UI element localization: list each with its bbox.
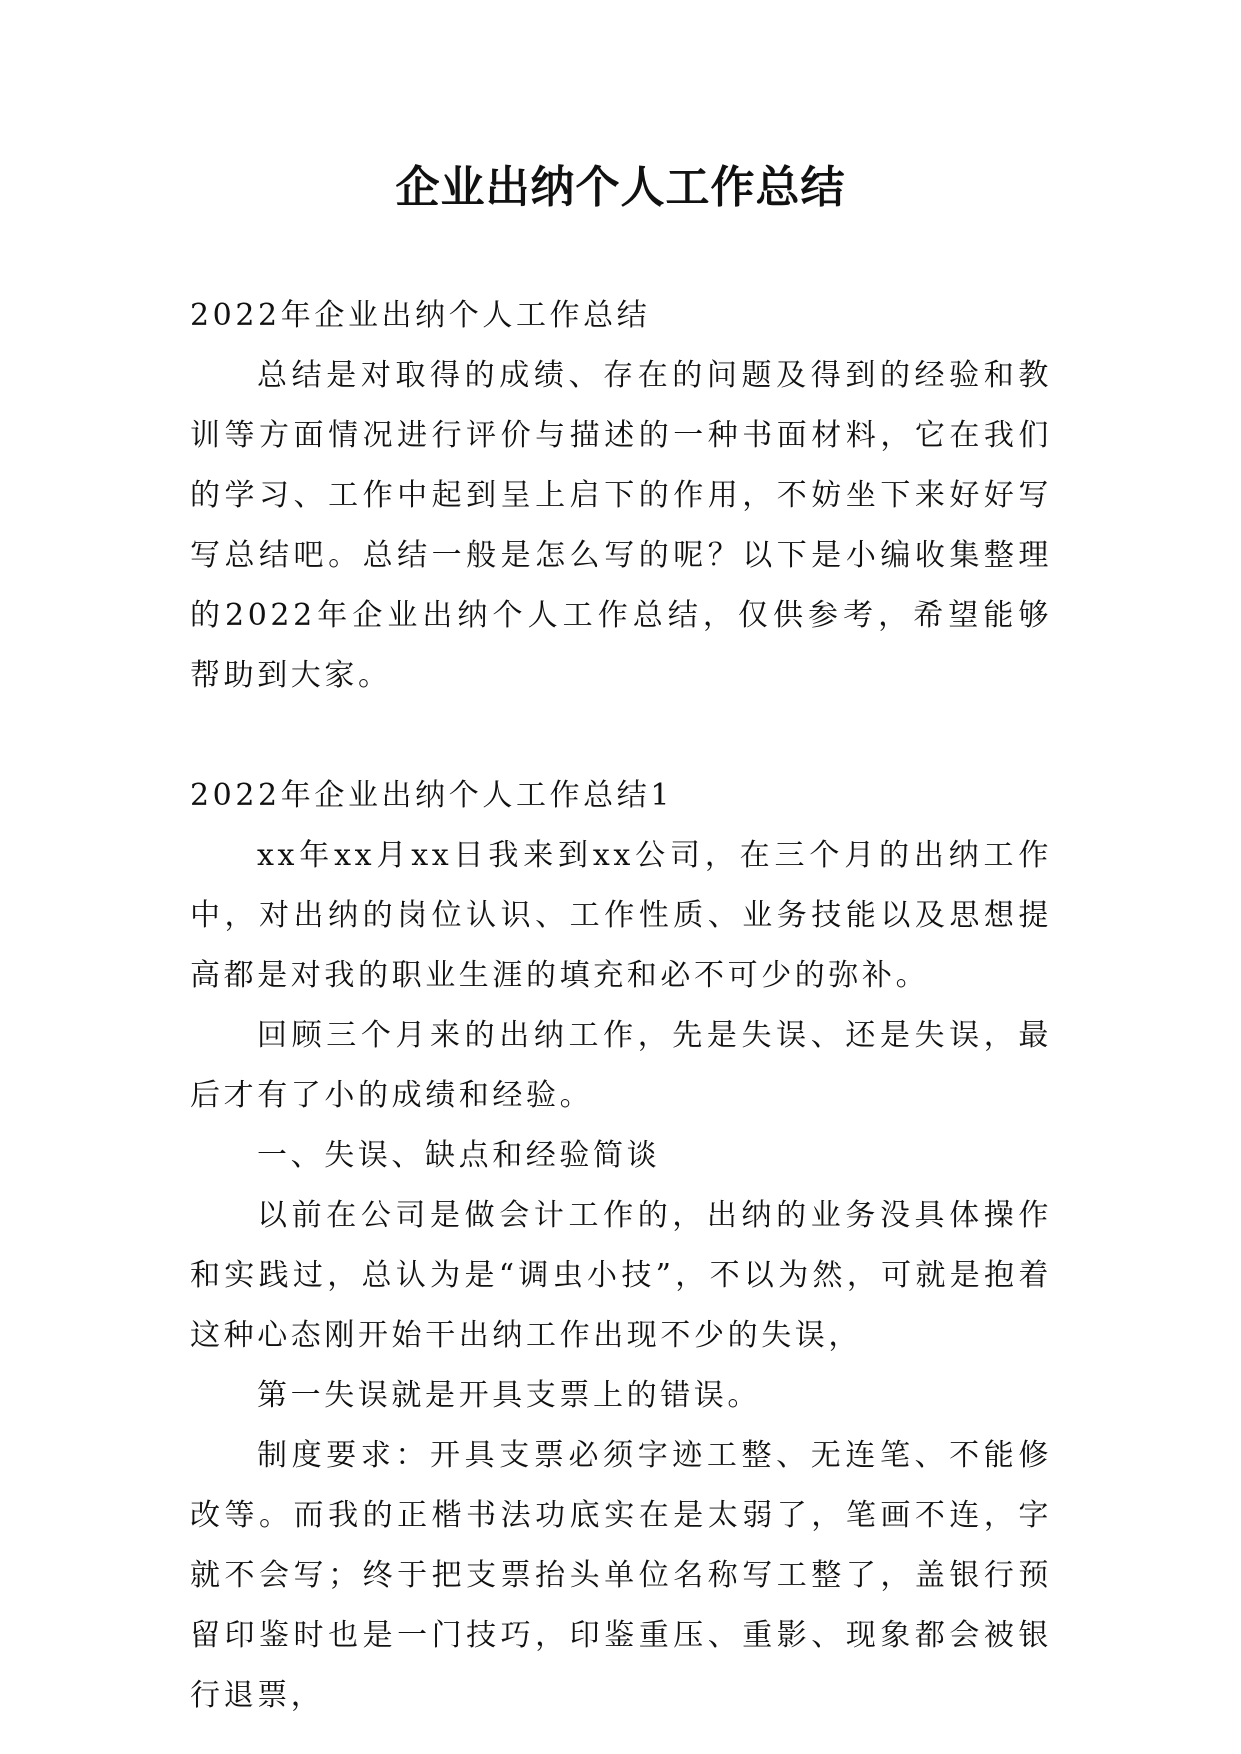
body-paragraph: 制度要求：开具支票必须字迹工整、无连笔、不能修改等。而我的正楷书法功底实在是太弱了，笔画不连，字就不会写；终于把支票抬头单位名称写工整了，盖银行预留印鉴时也是一门技巧，印鉴重压、重影、现象都会被银行退票，: [190, 1438, 1052, 1713]
intro-heading: 2022年企业出纳个人工作总结: [190, 298, 651, 333]
body-paragraph: xx年xx月xx日我来到xx公司，在三个月的出纳工作中，对出纳的岗位认识、工作性质、业务技能以及思想提高都是对我的职业生涯的填充和必不可少的弥补。: [190, 838, 1052, 993]
document-title: 企业出纳个人工作总结: [395, 162, 846, 213]
body-paragraph: 以前在公司是做会计工作的，出纳的业务没具体操作和实践过，总认为是“调虫小技”，不以为然，可就是抱着这种心态刚开始干出纳工作出现不少的失误，: [190, 1198, 1052, 1353]
document-body: [190, 286, 1052, 1726]
paragraph-gap: [190, 706, 1052, 766]
section-heading: 2022年企业出纳个人工作总结1: [190, 778, 674, 813]
intro-paragraph: 总结是对取得的成绩、存在的问题及得到的经验和教训等方面情况进行评价与描述的一种书面材料，它在我们的学习、工作中起到呈上启下的作用，不妨坐下来好好写写总结吧。总结一般是怎么写的呢？以下是小编收集整理的2022年企业出纳个人工作总结，仅供参考，希望能够帮助到大家。: [190, 358, 1052, 693]
subsection-heading: 一、失误、缺点和经验简谈: [257, 1138, 661, 1173]
body-paragraph: 第一失误就是开具支票上的错误。: [257, 1378, 761, 1413]
body-paragraph: 回顾三个月来的出纳工作，先是失误、还是失误，最后才有了小的成绩和经验。: [190, 1018, 1052, 1113]
